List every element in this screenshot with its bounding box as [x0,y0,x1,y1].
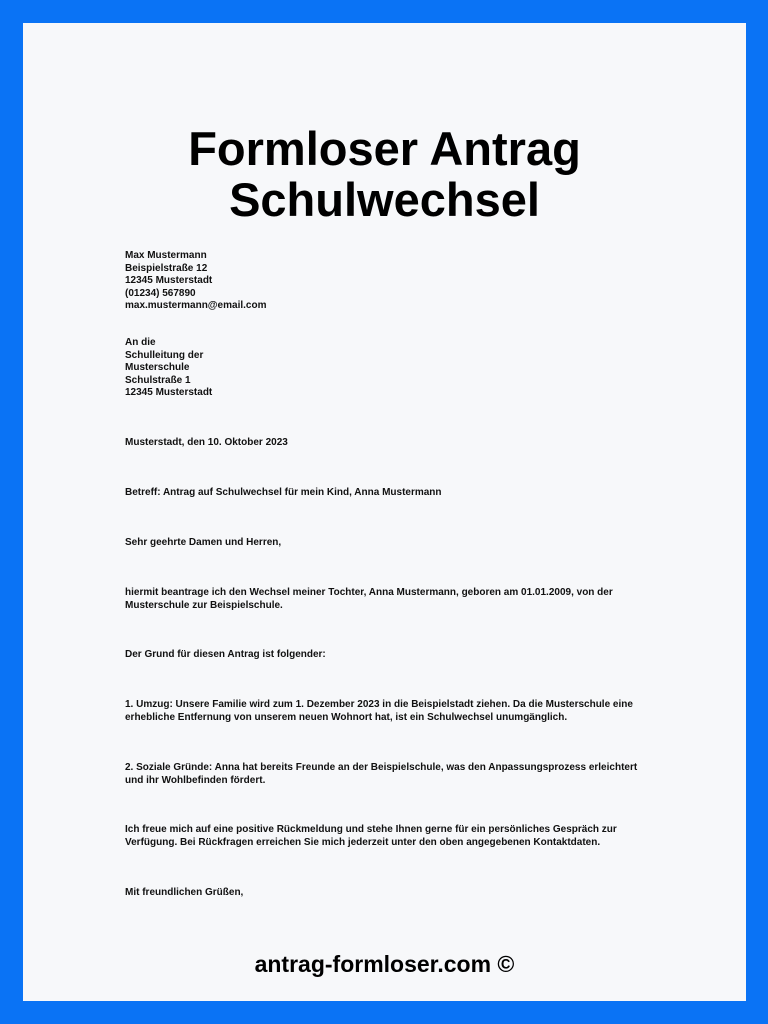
recipient-address [125,337,645,400]
document-title-line-1: Formloser Antrag [188,122,581,175]
salutation: Sehr geehrte Damen und Herren, [125,537,282,548]
sender-city: 12345 Musterstadt [125,275,213,286]
reason-heading: Der Grund für diesen Antrag ist folgender: [125,649,326,660]
sender-phone: (01234) 567890 [125,287,196,299]
document-title-line-2: Schulwechsel [229,173,540,226]
date-line: Musterstadt, den 10. Oktober 2023 [125,437,288,448]
sender-address [125,250,645,313]
closing-paragraph: Ich freue mich auf eine positive Rückmeldung und stehe Ihnen gerne für ein persönliches Gespräch zur Verfügung. Bei Rückfragen erreichen Sie mich jederzeit unter den oben angegebenen Kontaktdaten. [125,824,617,848]
sender-street: Beispielstraße 12 [125,262,208,274]
subject-line: Betreff: Antrag auf Schulwechsel für mein Kind, Anna Mustermann [125,487,442,498]
recipient-line-1: An die [125,337,156,348]
closing-greeting: Mit freundlichen Grüßen, [125,887,244,898]
intro-paragraph: hiermit beantrage ich den Wechsel meiner Tochter, Anna Mustermann, geboren am 01.01.2009, von der Musterschule zur Beispielschule. [125,587,613,611]
document-page [23,23,746,1001]
recipient-city: 12345 Musterstadt [125,387,213,398]
reason-1-paragraph: 1. Umzug: Unsere Familie wird zum 1. Dezember 2023 in die Beispielstadt ziehen. Da die Musterschule eine erhebliche Entfernung von unserem neuen Wohnort hat, ist ein Schulwechsel unumgänglich. [125,699,633,723]
recipient-line-2: Schulleitung der [125,349,204,361]
recipient-street: Schulstraße 1 [125,374,191,386]
sender-name: Max Mustermann [125,250,207,261]
recipient-line-3: Musterschule [125,362,190,373]
sender-email: max.mustermann@email.com [125,300,267,311]
footer-website: antrag-formloser.com © [254,951,515,977]
reason-2-paragraph: 2. Soziale Gründe: Anna hat bereits Freunde an der Beispielschule, was den Anpassungsprozess erleichtert und ihr Wohlbefinden fördert. [125,762,638,786]
document-title [23,123,746,225]
